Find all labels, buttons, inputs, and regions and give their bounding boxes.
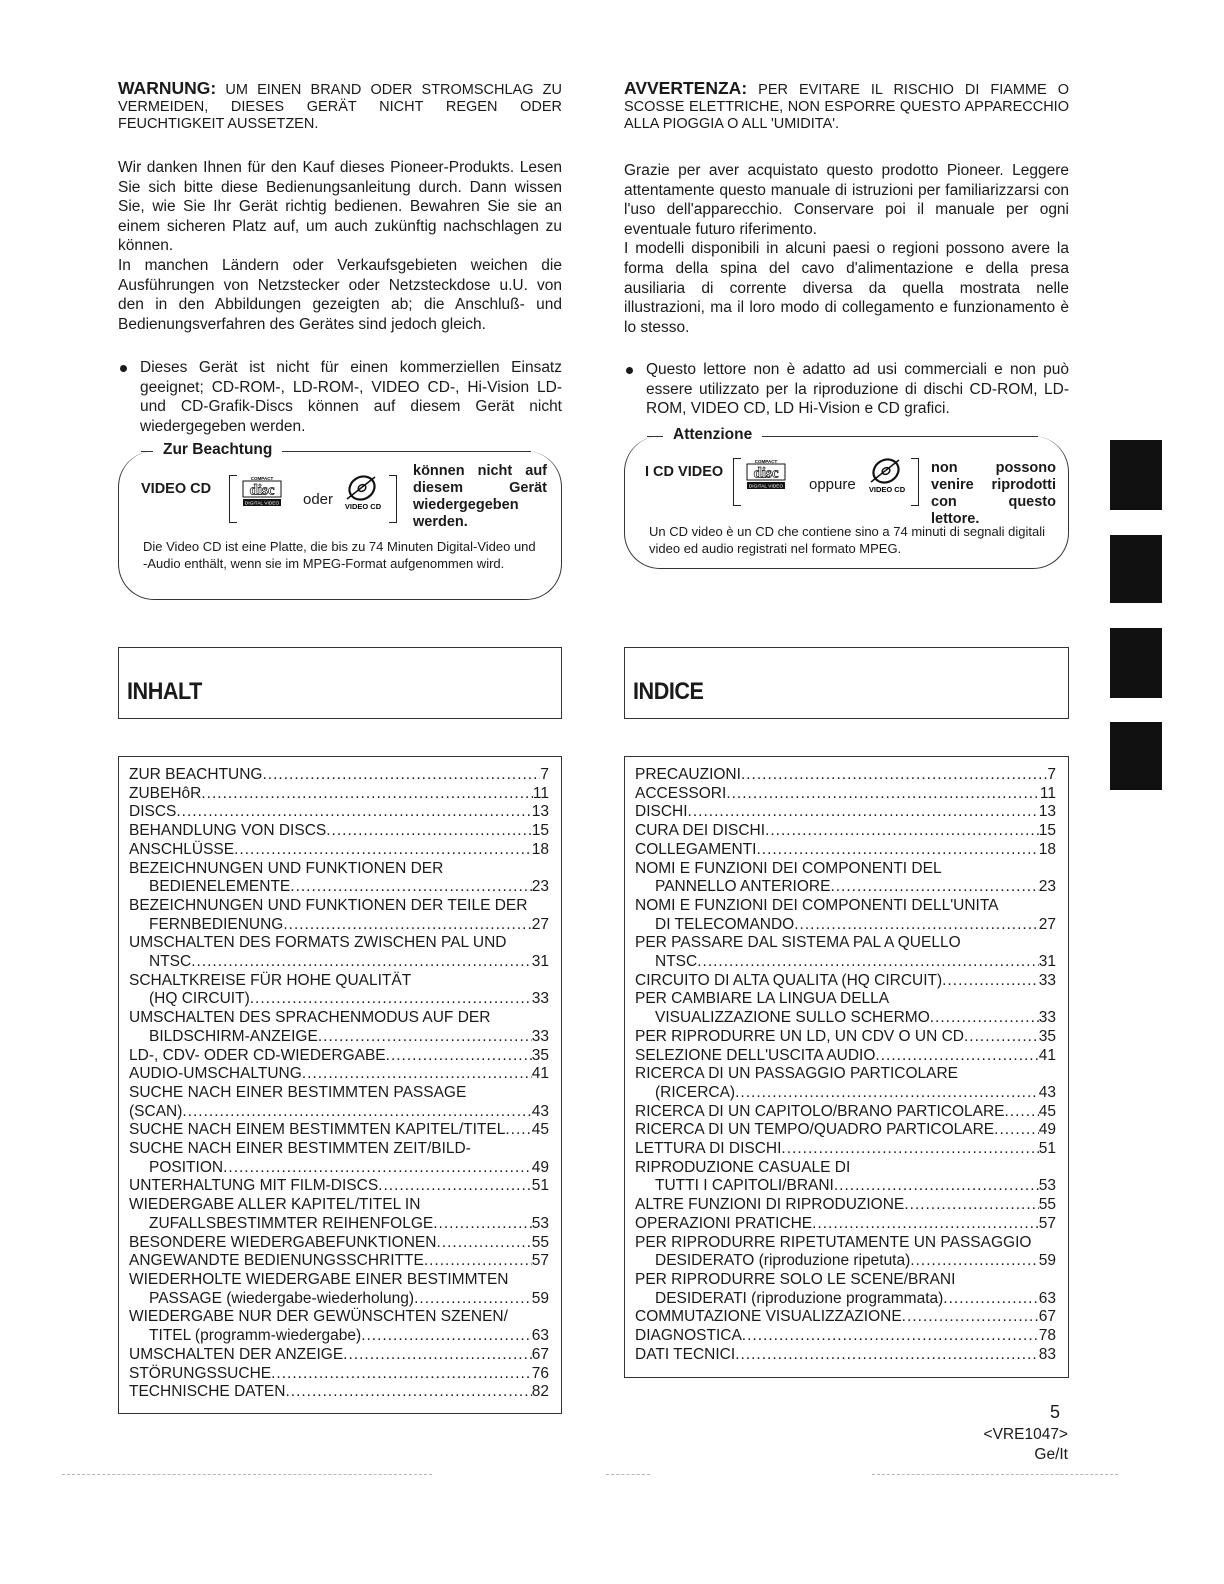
bullet-icon	[626, 367, 633, 374]
toc-entry	[129, 953, 549, 972]
toc-entry-title: OPERAZIONI PRATICHE	[635, 1214, 813, 1232]
page-number: 5	[1050, 1402, 1061, 1422]
scan-artifact	[62, 1474, 432, 1475]
toc-page-number: 53	[531, 1214, 549, 1232]
toc-entry-title: TECHNISCHE DATEN	[129, 1383, 286, 1401]
toc-entry-title: PER RIPRODURRE RIPETUTAMENTE UN PASSAGGIO	[635, 1233, 1032, 1251]
toc-page-number: 15	[1038, 822, 1056, 840]
toc-page-number: 43	[531, 1102, 549, 1120]
toc-entry	[129, 841, 549, 860]
toc-entry	[129, 1234, 549, 1253]
toc-entry-title: WIEDERGABE NUR DER GEWÜNSCHTEN SZENEN/	[129, 1308, 508, 1326]
document-code	[984, 1425, 1068, 1465]
toc-entry	[635, 1308, 1056, 1327]
toc-entry-title: SUCHE NACH EINEM BESTIMMTEN KAPITEL/TITEL	[129, 1121, 506, 1139]
toc-entry-title: DISCHI	[635, 803, 688, 821]
contents-title: INDICE	[633, 678, 704, 705]
toc-entry-title: SUCHE NACH EINER BESTIMMTEN ZEIT/BILD-	[129, 1140, 471, 1158]
toc-entry	[129, 1140, 549, 1159]
toc-entry	[129, 822, 549, 841]
toc-leader-dots	[902, 1308, 1039, 1327]
toc-page-number: 13	[531, 803, 549, 821]
toc-page-number: 55	[1038, 1196, 1056, 1214]
toc-leader-dots	[904, 1196, 1038, 1215]
toc-page-number: 59	[531, 1289, 549, 1307]
toc-page-number: 15	[531, 822, 549, 840]
logo-text: DIGITAL VIDEO	[748, 484, 784, 490]
toc-entry	[129, 972, 549, 991]
toc-leader-dots	[697, 953, 1039, 972]
toc-entry	[635, 1196, 1056, 1215]
language-tab-marker	[1110, 535, 1162, 603]
warning-title: AVVERTENZA:	[624, 78, 748, 98]
toc-leader-dots	[386, 1047, 532, 1066]
toc-leader-dots	[283, 916, 531, 935]
toc-leader-dots	[250, 990, 532, 1009]
toc-entry-title: VISUALIZZAZIONE SULLO SCHERMO	[655, 1009, 930, 1027]
toc-page-number: 35	[1038, 1027, 1056, 1045]
toc-leader-dots	[318, 1028, 532, 1047]
language-tab-marker	[1110, 628, 1162, 698]
toc-entry	[635, 972, 1056, 991]
intro-text	[118, 158, 562, 334]
toc-entry-title: (RICERCA)	[655, 1083, 736, 1101]
toc-page-number: 7	[1047, 766, 1056, 783]
toc-page-number: 18	[531, 840, 549, 858]
toc-entry	[129, 990, 549, 1009]
toc-page-number: 67	[531, 1345, 549, 1363]
toc-page-number: 78	[1038, 1327, 1056, 1345]
toc-page-number: 45	[1038, 1102, 1056, 1120]
warning-notice	[624, 80, 1069, 133]
doc-code: <VRE1047>	[983, 1426, 1068, 1443]
compact-disc-digital-video-logo	[241, 475, 283, 507]
toc-leader-dots	[302, 1065, 532, 1084]
toc-leader-dots	[436, 1234, 531, 1253]
toc-entry-title: POSITION	[149, 1158, 224, 1176]
toc-page-number: 59	[1038, 1252, 1056, 1270]
toc-entry	[129, 1383, 549, 1402]
toc-page-number: 41	[1038, 1046, 1056, 1064]
toc-page-number: 76	[531, 1364, 549, 1382]
toc-entry-title: TITEL (programm-wiedergabe)	[149, 1327, 362, 1345]
toc-entry-title: TUTTI I CAPITOLI/BRANI	[655, 1177, 834, 1195]
toc-entry-title: RIPRODUZIONE CASUALE DI	[635, 1158, 851, 1176]
toc-entry	[129, 803, 549, 822]
toc-page-number: 49	[531, 1158, 549, 1176]
toc-entry	[635, 1346, 1056, 1365]
toc-leader-dots	[234, 841, 532, 860]
toc-entry	[635, 1252, 1056, 1271]
toc-leader-dots	[942, 972, 1039, 991]
warning-notice	[118, 80, 562, 133]
toc-entry-title: WIEDERGABE ALLER KAPITEL/TITEL IN	[129, 1196, 421, 1214]
toc-entry-title: RICERCA DI UN PASSAGGIO PARTICOLARE	[635, 1065, 958, 1083]
toc-entry	[635, 1009, 1056, 1028]
toc-entry	[129, 1103, 549, 1122]
bullet-text: Questo lettore non è adatto ad usi commerciali e non può essere utilizzato per la riproduzione di dischi CD-ROM, LD-ROM, VIDEO CD, LD Hi-Vision e CD grafici.	[646, 361, 1069, 418]
toc-entry-title: DATI TECNICI	[635, 1345, 736, 1363]
toc-page-number: 82	[531, 1383, 549, 1401]
toc-leader-dots	[735, 1346, 1039, 1365]
logo-text: disc	[753, 465, 779, 482]
toc-leader-dots	[271, 1365, 532, 1384]
toc-entry	[129, 1215, 549, 1234]
contents-title: INHALT	[127, 678, 202, 705]
toc-entry	[635, 1140, 1056, 1159]
toc-entry	[129, 1177, 549, 1196]
toc-entry-title: SELEZIONE DELL'USCITA AUDIO	[635, 1046, 876, 1064]
toc-leader-dots	[688, 803, 1039, 822]
toc-entry-title: PASSAGE (wiedergabe-wiederholung)	[149, 1289, 415, 1307]
logo-text: VIDEO CD	[868, 485, 906, 494]
toc-leader-dots	[943, 1290, 1038, 1309]
intro-paragraph: I modelli disponibili in alcuni paesi o regioni possono avere la forma della spina del cavo d'alimentazione e della presa ausiliaria di corrente diversa da quella mostrata nelle illustrazioni, ma il loro modo di collegamento e funzionamento è lo stesso.	[624, 240, 1069, 336]
toc-entry	[635, 1290, 1056, 1309]
toc-page-number: 18	[1038, 840, 1056, 858]
toc-entry-title: UMSCHALTEN DES SPRACHENMODUS AUF DER	[129, 1009, 491, 1027]
toc-leader-dots	[414, 1290, 532, 1309]
toc-list	[119, 757, 561, 1402]
toc-leader-dots	[930, 1009, 1039, 1028]
toc-entry	[635, 841, 1056, 860]
toc-entry	[635, 785, 1056, 804]
language-code: Ge/It	[1034, 1446, 1068, 1463]
toc-entry	[129, 934, 549, 953]
bracket-left	[229, 475, 237, 523]
toc-entry-title: CURA DEI DISCHI	[635, 822, 766, 840]
toc-entry-title: RICERCA DI UN TEMPO/QUADRO PARTICOLARE	[635, 1121, 995, 1139]
toc-entry	[129, 860, 549, 879]
toc-page-number: 33	[1038, 971, 1056, 989]
toc-entry-title: FERNBEDIENUNG	[149, 915, 284, 933]
note-title: Attenzione	[663, 426, 762, 444]
toc-entry-title: BILDSCHIRM-ANZEIGE	[149, 1027, 318, 1045]
toc-page-number: 45	[531, 1121, 549, 1139]
toc-entry-title: PER RIPRODURRE SOLO LE SCENE/BRANI	[635, 1270, 956, 1288]
toc-entry	[129, 1028, 549, 1047]
table-of-contents	[624, 756, 1069, 1378]
toc-entry	[129, 1084, 549, 1103]
toc-entry-title: DI TELECOMANDO	[655, 915, 795, 933]
toc-entry-title: DISCS	[129, 803, 177, 821]
toc-entry-title: STÖRUNGSSUCHE	[129, 1364, 272, 1382]
toc-entry-title: NTSC	[149, 953, 192, 971]
toc-entry	[129, 785, 549, 804]
toc-entry	[635, 860, 1056, 879]
toc-page-number: 55	[531, 1233, 549, 1251]
toc-leader-dots	[1005, 1103, 1039, 1122]
toc-entry	[129, 897, 549, 916]
toc-leader-dots	[378, 1177, 532, 1196]
logo-text: disc	[249, 482, 275, 499]
toc-page-number: 57	[1038, 1214, 1056, 1232]
toc-entry	[635, 766, 1056, 785]
toc-entry	[635, 1121, 1056, 1140]
toc-entry	[635, 953, 1056, 972]
toc-page-number: 41	[531, 1065, 549, 1083]
note-box	[624, 426, 1069, 569]
toc-entry	[635, 1215, 1056, 1234]
toc-leader-dots	[964, 1028, 1039, 1047]
toc-page-number: 23	[1038, 878, 1056, 896]
toc-entry	[129, 1159, 549, 1178]
toc-entry-title: SUCHE NACH EINER BESTIMMTEN PASSAGE	[129, 1083, 467, 1101]
toc-entry	[129, 1196, 549, 1215]
toc-entry	[635, 1271, 1056, 1290]
toc-page-number: 31	[1038, 953, 1056, 971]
logo-text: COMPACT	[250, 476, 274, 481]
table-of-contents	[118, 756, 562, 1414]
toc-leader-dots	[781, 1140, 1038, 1159]
toc-entry	[635, 1177, 1056, 1196]
toc-entry	[635, 990, 1056, 1009]
toc-leader-dots	[201, 785, 533, 804]
toc-leader-dots	[361, 1327, 532, 1346]
note-explanation: Un CD video è un CD che contiene sino a 74 minuti di segnali digitali video ed audio registrati nel formato MPEG.	[649, 524, 1045, 556]
toc-page-number: 11	[1039, 784, 1056, 802]
toc-entry-title: AUDIO-UMSCHALTUNG	[129, 1065, 302, 1083]
toc-entry	[635, 1065, 1056, 1084]
toc-leader-dots	[875, 1047, 1038, 1066]
toc-page-number: 63	[531, 1327, 549, 1345]
bracket-right	[389, 475, 397, 523]
toc-entry	[129, 1065, 549, 1084]
video-cd-logo	[865, 456, 907, 494]
toc-leader-dots	[812, 1215, 1039, 1234]
toc-entry-title: RICERCA DI UN CAPITOLO/BRANO PARTICOLARE	[635, 1102, 1005, 1120]
toc-entry-title: (HQ CIRCUIT)	[149, 990, 250, 1008]
bullet-item	[118, 358, 562, 436]
toc-leader-dots	[834, 1177, 1039, 1196]
toc-page-number: 57	[531, 1252, 549, 1270]
contents-header-box	[118, 647, 562, 719]
toc-entry-title: (SCAN)	[129, 1102, 183, 1120]
toc-page-number: 67	[1038, 1308, 1056, 1326]
toc-page-number: 43	[1038, 1083, 1056, 1101]
toc-entry-title: UMSCHALTEN DES FORMATS ZWISCHEN PAL UND	[129, 934, 507, 952]
toc-entry	[129, 766, 549, 785]
toc-entry-title: UMSCHALTEN DER ANZEIGE	[129, 1345, 344, 1363]
note-title: Zur Beachtung	[153, 441, 282, 459]
toc-entry-title: NOMI E FUNZIONI DEI COMPONENTI DEL	[635, 859, 942, 877]
toc-entry-title: PER PASSARE DAL SISTEMA PAL A QUELLO	[635, 934, 961, 952]
toc-leader-dots	[424, 1252, 532, 1271]
toc-entry	[129, 878, 549, 897]
video-cd-logo	[341, 473, 383, 511]
toc-entry	[129, 1327, 549, 1346]
toc-entry	[129, 1047, 549, 1066]
toc-entry-title: ANSCHLÜSSE	[129, 840, 235, 858]
toc-page-number: 27	[1038, 915, 1056, 933]
note-explanation: Die Video CD ist eine Platte, die bis zu 74 Minuten Digital-Video und -Audio enthält, wenn sie im MPEG-Format aufgenommen wird.	[143, 539, 536, 571]
note-label: VIDEO CD	[141, 481, 212, 497]
toc-entry-title: PANNELLO ANTERIORE	[655, 878, 831, 896]
intro-text	[624, 161, 1069, 337]
toc-entry-title: DIAGNOSTICA	[635, 1327, 742, 1345]
toc-entry-title: BESONDERE WIEDERGABEFUNKTIONEN	[129, 1233, 437, 1251]
logo-text: COMPACT	[754, 459, 778, 464]
toc-entry-title: UNTERHALTUNG MIT FILM-DISCS	[129, 1177, 379, 1195]
toc-entry-title: ZUR BEACHTUNG	[129, 766, 263, 783]
intro-paragraph: Wir danken Ihnen für den Kauf dieses Pioneer-Produkts. Lesen Sie sich bitte diese Bedienungsanleitung durch. Dann wissen Sie, wie Sie Ihr Gerät richtig bedienen. Bewahren Sie sie an einem sicheren Platz auf, um auch zukünftig nachschlagen zu können.	[118, 159, 562, 255]
toc-page-number: 23	[531, 878, 549, 896]
note-or: oppure	[809, 476, 856, 493]
toc-page-number: 33	[531, 1027, 549, 1045]
intro-paragraph: Grazie per aver acquistato questo prodotto Pioneer. Leggere attentamente questo manuale di istruzioni per familiarizzarsi con l'uso dell'apparecchio. Conservare poi il manuale per ogni eventuale futuro riferimento.	[624, 162, 1069, 238]
toc-entry-title: ALTRE FUNZIONI DI RIPRODUZIONE	[635, 1196, 905, 1214]
note-warning-text: können nicht auf diesem Gerät wiedergegeben werden.	[413, 463, 547, 530]
toc-leader-dots	[290, 878, 531, 897]
scan-artifact	[606, 1474, 650, 1475]
toc-entry-title: CIRCUITO DI ALTA QUALITA (HQ CIRCUIT)	[635, 971, 943, 989]
toc-entry	[635, 803, 1056, 822]
toc-entry	[129, 1271, 549, 1290]
toc-entry-title: PRECAUZIONI	[635, 766, 741, 783]
toc-entry-title: ZUFALLSBESTIMMTER REIHENFOLGE	[149, 1214, 434, 1232]
warning-text: UM EINEN BRAND ODER STROMSCHLAG ZU VERMEIDEN, DIESES GERÄT NICHT REGEN ODER FEUCHTIGKEIT AUSSETZEN.	[118, 82, 562, 132]
toc-page-number: 53	[1038, 1177, 1056, 1195]
toc-entry	[635, 916, 1056, 935]
toc-entry	[129, 1365, 549, 1384]
toc-entry-title: COMMUTAZIONE VISUALIZZAZIONE	[635, 1308, 902, 1326]
toc-leader-dots	[742, 1327, 1039, 1346]
toc-leader-dots	[223, 1159, 532, 1178]
toc-leader-dots	[433, 1215, 532, 1234]
toc-entry-title: PER RIPRODURRE UN LD, UN CDV O UN CD	[635, 1027, 964, 1045]
toc-entry	[635, 897, 1056, 916]
toc-entry-title: PER CAMBIARE LA LINGUA DELLA	[635, 990, 890, 1008]
toc-leader-dots	[794, 916, 1039, 935]
toc-entry	[635, 822, 1056, 841]
bracket-left	[733, 458, 741, 506]
toc-entry-title: NTSC	[655, 953, 698, 971]
toc-entry-title: BEDIENELEMENTE	[149, 878, 291, 896]
toc-leader-dots	[343, 1346, 532, 1365]
toc-entry	[635, 1047, 1056, 1066]
toc-entry	[129, 1121, 549, 1140]
toc-page-number: 63	[1038, 1289, 1056, 1307]
toc-list	[625, 757, 1068, 1365]
toc-entry	[635, 934, 1056, 953]
toc-page-number: 13	[1038, 803, 1056, 821]
toc-page-number: 35	[531, 1046, 549, 1064]
toc-page-number: 83	[1038, 1345, 1056, 1363]
toc-page-number: 11	[532, 784, 549, 802]
toc-leader-dots	[910, 1252, 1038, 1271]
toc-page-number: 51	[531, 1177, 549, 1195]
toc-leader-dots	[285, 1383, 531, 1402]
bullet-item	[624, 360, 1069, 419]
toc-entry	[129, 1252, 549, 1271]
toc-leader-dots	[505, 1121, 531, 1140]
toc-entry	[635, 878, 1056, 897]
toc-entry	[129, 1346, 549, 1365]
warning-title: WARNUNG:	[118, 78, 217, 98]
toc-page-number: 27	[531, 915, 549, 933]
toc-entry-title: DESIDERATI (riproduzione programmata)	[655, 1289, 944, 1307]
bracket-right	[911, 458, 919, 506]
language-tab-marker	[1110, 440, 1162, 510]
toc-entry	[635, 1327, 1056, 1346]
contents-header-box	[624, 647, 1069, 719]
toc-entry	[635, 1028, 1056, 1047]
toc-leader-dots	[756, 841, 1038, 860]
note-label: I CD VIDEO	[645, 464, 724, 480]
toc-leader-dots	[176, 803, 531, 822]
toc-page-number: 7	[540, 766, 549, 783]
toc-entry-title: LETTURA DI DISCHI	[635, 1140, 782, 1158]
toc-leader-dots	[182, 1103, 531, 1122]
intro-paragraph: In manchen Ländern oder Verkaufsgebieten weichen die Ausführungen von Netzstecker oder Netzsteckdose u.U. von den in den Abbildungen gezeigten ab; die Anschluß- und Bedienungsverfahren des Gerätes sind jedoch gleich.	[118, 256, 562, 333]
toc-leader-dots	[326, 822, 532, 841]
logo-text: VIDEO CD	[344, 502, 382, 511]
toc-entry-title: SCHALTKREISE FÜR HOHE QUALITÄT	[129, 971, 412, 989]
toc-leader-dots	[830, 878, 1038, 897]
bullet-text: Dieses Gerät ist nicht für einen kommerziellen Einsatz geeignet; CD-ROM-, LD-ROM-, VIDEO CD-, Hi-Vision LD- und CD-Grafik-Discs können auf diesem Gerät nicht wiedergegeben werden.	[140, 359, 562, 435]
toc-entry-title: NOMI E FUNZIONI DEI COMPONENTI DELL'UNITA	[635, 896, 999, 914]
toc-entry	[129, 1290, 549, 1309]
toc-leader-dots	[741, 766, 1047, 785]
logo-text: DIGITAL VIDEO	[244, 501, 280, 507]
toc-entry-title: BEZEICHNUNGEN UND FUNKTIONEN DER	[129, 859, 444, 877]
toc-entry-title: ACCESSORI	[635, 784, 727, 802]
toc-leader-dots	[735, 1084, 1039, 1103]
toc-page-number: 49	[1038, 1121, 1056, 1139]
toc-leader-dots	[726, 785, 1040, 804]
toc-entry	[129, 916, 549, 935]
note-or: oder	[303, 491, 334, 508]
note-warning-text: non possono venire riprodotti con questo lettore.	[931, 460, 1056, 527]
toc-entry-title: LD-, CDV- ODER CD-WIEDERGABE	[129, 1046, 386, 1064]
language-tab-marker	[1110, 722, 1162, 790]
toc-entry	[635, 1159, 1056, 1178]
toc-entry-title: COLLEGAMENTI	[635, 840, 757, 858]
toc-entry-title: ANGEWANDTE BEDIENUNGSSCHRITTE	[129, 1252, 424, 1270]
toc-entry-title: BEHANDLUNG VON DISCS	[129, 822, 327, 840]
note-box	[118, 441, 562, 600]
toc-leader-dots	[262, 766, 540, 785]
toc-entry-title: WIEDERHOLTE WIEDERGABE EINER BESTIMMTEN	[129, 1270, 509, 1288]
toc-entry	[635, 1234, 1056, 1253]
toc-leader-dots	[191, 953, 532, 972]
toc-leader-dots	[765, 822, 1039, 841]
toc-entry	[129, 1009, 549, 1028]
toc-page-number: 33	[531, 990, 549, 1008]
bullet-icon	[120, 365, 127, 372]
toc-page-number: 31	[531, 953, 549, 971]
toc-entry-title: DESIDERATO (riproduzione ripetuta)	[655, 1252, 911, 1270]
warning-text: PER EVITARE IL RISCHIO DI FIAMME O SCOSSE ELETTRICHE, NON ESPORRE QUESTO APPARECCHIO ALLA PIOGGIA O ALL 'UMIDITA'.	[624, 82, 1069, 132]
scan-artifact	[872, 1474, 1118, 1475]
toc-leader-dots	[994, 1121, 1039, 1140]
toc-entry	[635, 1103, 1056, 1122]
toc-entry	[635, 1084, 1056, 1103]
compact-disc-digital-video-logo	[745, 458, 787, 490]
toc-page-number: 33	[1038, 1009, 1056, 1027]
toc-entry-title: ZUBEHôR	[129, 784, 202, 802]
toc-entry-title: BEZEICHNUNGEN UND FUNKTIONEN DER TEILE DER	[129, 896, 528, 914]
toc-page-number: 51	[1038, 1140, 1056, 1158]
toc-entry	[129, 1308, 549, 1327]
